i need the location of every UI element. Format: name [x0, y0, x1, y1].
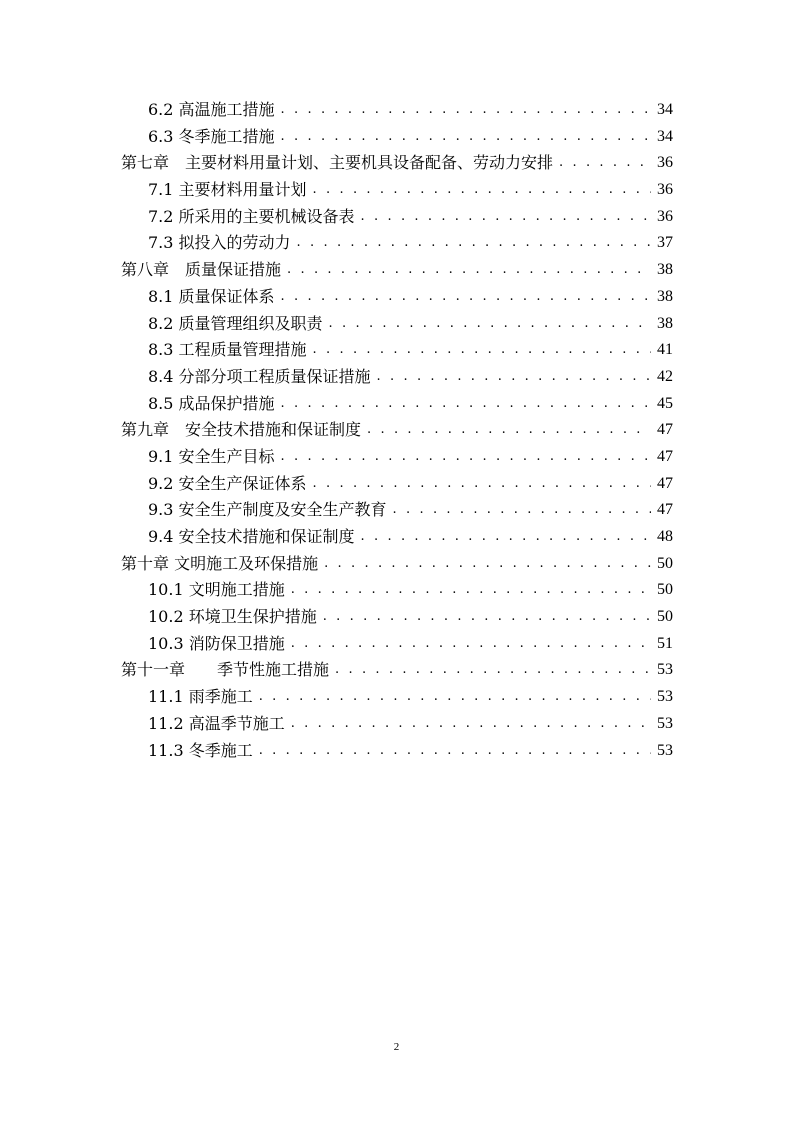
toc-entry[interactable] — [0, 337, 793, 364]
toc-entry[interactable] — [0, 497, 793, 524]
toc-entry[interactable] — [0, 577, 793, 604]
toc-dot-leader — [313, 177, 669, 204]
toc-entry-title: 8.5 成品保护措施 — [148, 393, 275, 413]
toc-page-number: 42 — [651, 364, 673, 391]
toc-entry[interactable] — [0, 711, 793, 738]
toc-page-number: 41 — [651, 337, 673, 364]
toc-dot-leader — [323, 604, 669, 631]
toc-entry[interactable] — [0, 391, 793, 418]
toc-page-number: 36 — [651, 204, 673, 231]
toc-page-number: 47 — [651, 471, 673, 498]
toc-entry[interactable] — [0, 364, 793, 391]
toc-dot-leader — [259, 684, 669, 711]
toc-entry-title: 6.2 高温施工措施 — [148, 100, 275, 119]
toc-entry-title: 10.1 文明施工措施 — [148, 580, 285, 600]
table-of-contents — [0, 97, 793, 764]
toc-page-number: 47 — [651, 444, 673, 471]
toc-dot-leader — [313, 471, 669, 498]
toc-entry[interactable] — [0, 124, 793, 151]
toc-entry-title: 6.3 冬季施工措施 — [148, 126, 275, 146]
toc-dot-leader — [291, 711, 669, 738]
toc-page-number: 53 — [651, 738, 673, 765]
toc-entry[interactable] — [0, 204, 793, 231]
page-number: 2 — [393, 1041, 400, 1053]
toc-page-number: 47 — [651, 417, 673, 444]
toc-dot-leader — [287, 257, 669, 284]
toc-entry[interactable] — [0, 284, 793, 311]
toc-page-number: 38 — [651, 284, 673, 311]
toc-chapter-entry[interactable] — [0, 257, 793, 284]
toc-entry[interactable] — [0, 97, 793, 124]
toc-page-number: 50 — [651, 604, 673, 631]
toc-page-number: 50 — [651, 551, 673, 578]
toc-page-number: 47 — [651, 497, 673, 524]
toc-page-number: 37 — [651, 230, 673, 257]
toc-dot-leader — [281, 124, 669, 151]
toc-dot-leader — [259, 738, 669, 765]
toc-entry-title: 第十一章 季节性施工措施 — [121, 660, 330, 680]
toc-entry-title: 11.3 冬季施工 — [148, 740, 253, 760]
toc-entry-title: 8.1 质量保证体系 — [148, 286, 275, 306]
toc-dot-leader — [281, 444, 669, 471]
toc-entry-title: 10.3 消防保卫措施 — [148, 633, 285, 653]
toc-dot-leader — [329, 311, 669, 338]
toc-page-number: 50 — [651, 577, 673, 604]
toc-entry-title: 8.2 质量管理组织及职责 — [148, 313, 323, 333]
toc-entry-title: 9.3 安全生产制度及安全生产教育 — [148, 500, 387, 520]
toc-page-number: 36 — [651, 150, 673, 177]
toc-entry-title: 7.1 主要材料用量计划 — [148, 180, 307, 200]
toc-chapter-entry[interactable] — [0, 150, 793, 177]
toc-entry-title: 7.2 所采用的主要机械设备表 — [148, 206, 355, 226]
toc-page-number: 53 — [651, 711, 673, 738]
toc-entry-title: 9.4 安全技术措施和保证制度 — [148, 527, 355, 546]
toc-dot-leader — [313, 337, 669, 364]
toc-page-number: 53 — [651, 657, 673, 684]
toc-entry[interactable] — [0, 230, 793, 257]
toc-dot-leader — [367, 417, 669, 444]
toc-entry-title: 第八章 质量保证措施 — [121, 260, 282, 280]
toc-entry-title: 8.4 分部分项工程质量保证措施 — [148, 366, 371, 386]
toc-entry[interactable] — [0, 631, 793, 658]
toc-entry[interactable] — [0, 177, 793, 204]
toc-dot-leader — [377, 364, 669, 391]
toc-entry-title: 第七章 主要材料用量计划、主要机具设备配备、劳动力安排 — [121, 153, 554, 173]
toc-page-number: 38 — [651, 257, 673, 284]
toc-dot-leader — [393, 497, 669, 524]
toc-entry[interactable] — [0, 471, 793, 498]
toc-page-number: 45 — [651, 391, 673, 418]
toc-page-number: 34 — [651, 97, 673, 124]
toc-dot-leader — [361, 204, 669, 231]
toc-entry-title: 11.2 高温季节施工 — [148, 713, 285, 733]
toc-entry[interactable] — [0, 444, 793, 471]
toc-dot-leader — [281, 284, 669, 311]
toc-page-number: 38 — [651, 311, 673, 338]
toc-dot-leader — [291, 577, 669, 604]
toc-chapter-entry[interactable] — [0, 417, 793, 444]
toc-dot-leader — [291, 631, 669, 658]
toc-dot-leader — [361, 524, 669, 551]
toc-entry-title: 9.1 安全生产目标 — [148, 446, 275, 466]
toc-dot-leader — [335, 657, 669, 684]
toc-entry-title: 第九章 安全技术措施和保证制度 — [121, 420, 362, 440]
toc-entry-title: 8.3 工程质量管理措施 — [148, 340, 307, 360]
toc-entry-title: 10.2 环境卫生保护措施 — [148, 607, 317, 627]
toc-dot-leader — [281, 97, 669, 124]
toc-page-number: 53 — [651, 684, 673, 711]
toc-chapter-entry[interactable] — [0, 551, 793, 578]
toc-entry-title: 第十章 文明施工及环保措施 — [121, 553, 319, 573]
toc-entry[interactable] — [0, 684, 793, 711]
toc-page-number: 34 — [651, 124, 673, 151]
toc-entry-title: 11.1 雨季施工 — [148, 687, 253, 707]
toc-entry-title: 9.2 安全生产保证体系 — [148, 473, 307, 493]
toc-entry[interactable] — [0, 738, 793, 765]
toc-chapter-entry[interactable] — [0, 657, 793, 684]
toc-entry[interactable] — [0, 311, 793, 338]
toc-entry[interactable] — [0, 604, 793, 631]
toc-entry[interactable] — [0, 524, 793, 551]
toc-dot-leader — [324, 551, 669, 578]
toc-dot-leader — [297, 230, 669, 257]
toc-page-number: 48 — [651, 524, 673, 551]
toc-page-number: 36 — [651, 177, 673, 204]
toc-page-number: 51 — [651, 631, 673, 658]
toc-entry-title: 7.3 拟投入的劳动力 — [148, 233, 291, 253]
toc-dot-leader — [281, 391, 669, 418]
